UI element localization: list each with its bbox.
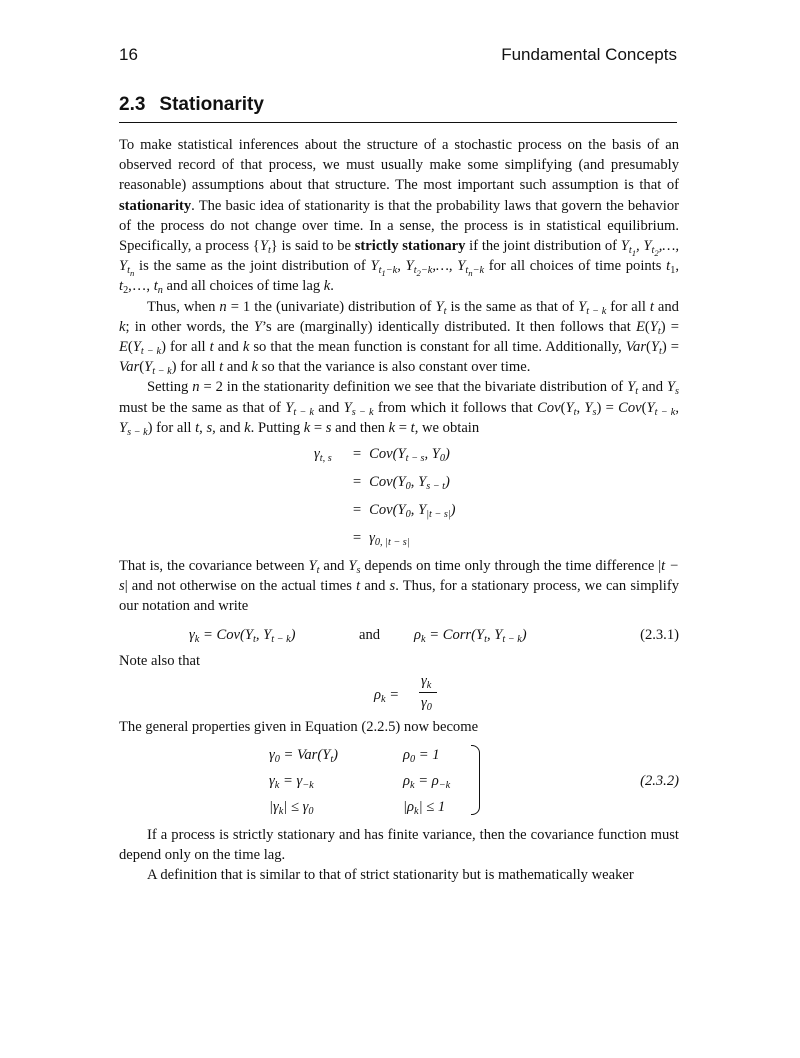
- equation-2-3-1: $\gamma_k = Cov(Y_t$, $Y_{t - k}$) and $\rho_k$ = $Corr(Y_t$, $Y_{t - k}$) (2.3.1): [189, 626, 679, 645]
- paragraph-1: To make statistical inferences about the structure of a stochastic process on the basis of an observed record of that process, we must usually make some simplifying (and presumably reasonable) assumptions about that structure. The most important such assumption is that of stationarity. The basic idea of stationarity is that the probability laws that govern the behavior of the process do not change over time. In a sense, the process is in statistical equilibrium. Specifically, a process $\{Y_t\}$ is said to be strictly stationary if the joint distribution of $Y_{t_1}$, $Y_{t_2},\dots$, $Y_{t_n}$ is the same as the joint distribution of $Y_{t_1-k}$, $Y_{t_2-k},\dots$, $Y_{t_n-k}$ for all choices of time points $t_1$, $t_2,\dots$, $t_n$ and all choices of time lag k.: [119, 137, 679, 297]
- general-properties-text: The general properties given in Equation (2.2.5) now become: [119, 718, 479, 735]
- paragraph-2: Thus, when n = 1 the (univariate) distribution of $Y_t$ is the same as that of $Y_{t - k}$ for all t and k; in other words, the Y’s are (marginally) identically distributed. It then follows that $E(Y_t) = E(Y_{t - k})$ for all t and k so that the mean function is constant for all time. Additionally, $Var(Y_t) = Var(Y_{t - k})$ for all t and k so that the variance is also constant over time.: [119, 298, 679, 378]
- paragraph-4: That is, the covariance between $Y_t$ and $Y_s$ depends on time only through the time difference |t − s| and not otherwise on the actual times t and s. Thus, for a stationary process, we can simplify our notation and write: [119, 558, 679, 615]
- section-title: Stationarity: [159, 94, 264, 115]
- running-title: Fundamental Concepts: [501, 45, 677, 64]
- rho-fraction: $\rho_k$ = $\gamma_k$ $\gamma_0$: [119, 671, 679, 717]
- page-header: [119, 45, 677, 65]
- body-text: [119, 135, 679, 886]
- equation-2-3-2: $\gamma_0 = Var(Y_t)$ $\rho_0 = 1$ $\gamma_k = \gamma_{-k}$ $\rho_k = \rho_{-k}$ $|\gamma_k| \le \gamma_0$ $|\rho_k| \le 1$ (2.3.2): [269, 747, 679, 818]
- section-number: 2.3: [119, 94, 146, 115]
- equation-number-2-3-2: (2.3.2): [640, 773, 679, 790]
- term-strictly-stationary: strictly stationary: [354, 238, 466, 255]
- page-number: 16: [119, 45, 138, 64]
- paragraph-5: If a process is strictly stationary and has finite variance, then the covariance function must depend only on the time lag.: [119, 827, 679, 864]
- covariance-derivation: $\gamma_{t, s} = Cov(Y_{t - s}$, $Y_0$) = $Cov(Y_0$, $Y_{s - t}$) = $Cov(Y_0$, $Y_{|t - s|}$) = $\gamma_{0, |t - s|}$: [314, 446, 456, 549]
- term-stationarity: stationarity: [119, 197, 192, 214]
- note-text: Note also that: [119, 652, 201, 669]
- paragraph-6: A definition that is similar to that of strict stationarity but is mathematically weaker: [147, 867, 634, 884]
- paragraph-3: Setting n = 2 in the stationarity definition we see that the bivariate distribution of $Y_t$ and $Y_s$ must be the same as that of $Y_{t - k}$ and $Y_{s - k}$ from which it follows that $Cov(Y_t$, $Y_s) = Cov(Y_{t - k}$, $Y_{s - k}$) for all t, s, and k. Putting k = s and then k = t, we obtain: [119, 379, 680, 438]
- section-heading: [119, 94, 677, 123]
- equation-number-2-3-1: (2.3.1): [640, 626, 679, 643]
